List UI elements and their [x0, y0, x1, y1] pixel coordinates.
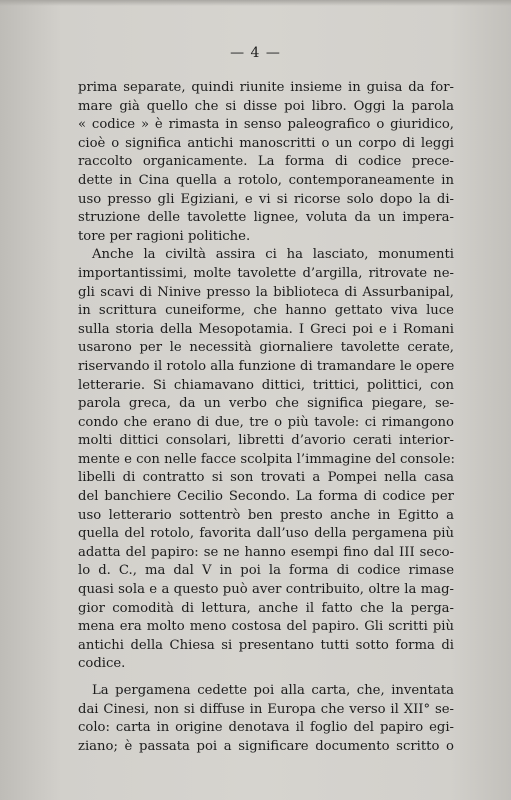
text-line: Anche la civiltà assira ci ha lasciato, monumenti — [92, 247, 454, 263]
text-line: parola greca, da un verbo che significa piegare, se- — [78, 396, 454, 412]
text-line: uso letterario sottentrò ben presto anche in Egitto a — [78, 507, 454, 523]
text-line: del banchiere Cecilio Secondo. La forma di codice per — [78, 489, 454, 505]
text-line: struzione delle tavolette lignee, voluta da un impera- — [78, 210, 454, 226]
text-line: mente e con nelle facce scolpita l’immagine del console: — [78, 451, 455, 467]
text-line: La pergamena cedette poi alla carta, che, inventata — [92, 683, 454, 698]
text-line: lo d. C., ma dal V in poi la forma di codice rimase — [78, 563, 454, 579]
text-line: prima separate, quindi riunite insieme in guisa da for- — [78, 80, 454, 95]
text-line: quasi sola e a questo può aver contribuito, oltre la mag- — [78, 582, 454, 598]
paragraph-spacer — [78, 674, 454, 682]
text-line: quella del rotolo, favorita dall’uso della pergamena più — [78, 526, 454, 542]
text-line: gior comodità di lettura, anche il fatto che la perga- — [78, 600, 454, 616]
text-line: tore per ragioni politiche. — [78, 228, 251, 244]
text-line: « codice » è rimasta in senso paleografico o giuridico, — [78, 117, 454, 133]
text-line: molti dittici consolari, libretti d’avorio cerati interior- — [78, 433, 454, 449]
text-line: dai Cinesi, non si diffuse in Europa che verso il XII° se- — [78, 701, 454, 717]
paragraph — [78, 79, 454, 246]
text-line: ziano; è passata poi a significare documento scritto o — [78, 738, 454, 754]
text-line: raccolto organicamente. La forma di codice prece- — [78, 154, 454, 170]
text-line: letterarie. Si chiamavano dittici, trittici, polittici, con — [78, 377, 454, 393]
text-line: gli scavi di Ninive presso la biblioteca di Assurbanipal, — [78, 284, 454, 300]
text-line: in scrittura cuneiforme, che hanno gettato viva luce — [78, 303, 454, 319]
text-line: colo: carta in origine denotava il foglio del papiro egi- — [78, 720, 454, 736]
paragraph — [78, 246, 454, 674]
body-text — [78, 79, 454, 756]
text-line: riservando il rotolo alla funzione di tramandare le opere — [78, 358, 455, 374]
text-line: libelli di contratto si son trovati a Pompei nella casa — [78, 470, 454, 486]
text-line: mena era molto meno costosa del papiro. Gli scritti più — [78, 619, 454, 635]
text-line: adatta del papiro: se ne hanno esempi fino dal III seco- — [78, 544, 454, 560]
text-line: sulla storia della Mesopotamia. I Greci poi e i Romani — [78, 321, 454, 337]
text-line: codice. — [78, 656, 126, 672]
text-line: uso presso gli Egiziani, e vi si ricorse solo dopo la di- — [78, 191, 454, 207]
text-line: usarono per le necessità giornaliere tavolette cerate, — [78, 340, 454, 356]
page-number: — 4 — — [230, 45, 281, 61]
text-line: importantissimi, molte tavolette d’argilla, ritrovate ne- — [78, 265, 454, 281]
text-line: mare già quello che si disse poi libro. Oggi la parola — [78, 98, 454, 114]
text-line: antichi della Chiesa si presentano tutti sotto forma di — [78, 637, 454, 653]
text-line: cioè o significa antichi manoscritti o un corpo di leggi — [78, 135, 454, 151]
text-line: dette in Cina quella a rotolo, contemporaneamente in — [78, 172, 454, 188]
text-line: condo che erano di due, tre o più tavole: ci rimangono — [78, 414, 454, 430]
page-top-edge — [0, 0, 511, 6]
paragraph — [78, 682, 454, 756]
